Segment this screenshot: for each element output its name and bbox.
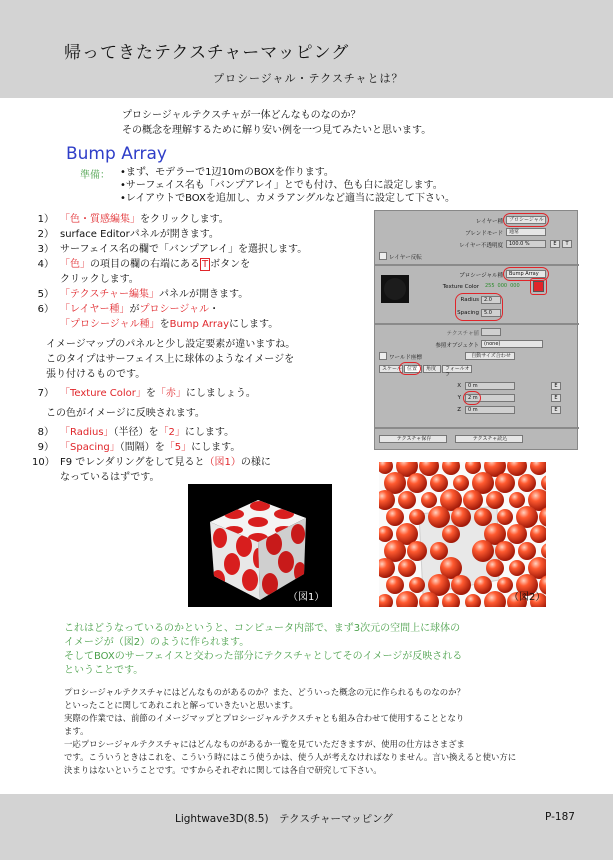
step-item xyxy=(32,302,387,317)
sphere xyxy=(421,492,437,508)
step-segment: （図1） xyxy=(204,457,241,468)
envelope-button[interactable]: E xyxy=(550,240,560,248)
step-segment: 「5」 xyxy=(164,442,192,453)
notes-line: です。こういうときはこれを、こういう時にはこう使うかは、使う人が考えなければなりません。言い換えると使い方に xyxy=(64,752,517,762)
page-header xyxy=(0,0,613,98)
sphere xyxy=(386,576,404,594)
step-text xyxy=(60,287,387,302)
radius-label: Radius xyxy=(460,297,479,303)
step-item xyxy=(32,455,387,470)
step-item xyxy=(32,440,387,455)
sphere xyxy=(386,508,404,526)
sphere xyxy=(530,462,546,475)
step-number: 9） xyxy=(37,442,54,453)
explanation-paragraph xyxy=(46,337,387,382)
summary-line: ということです。 xyxy=(64,665,144,676)
radius-field[interactable]: 2.0 xyxy=(481,296,501,304)
step-segment: ボタンを xyxy=(210,259,251,270)
auto-fit-button[interactable]: 自動サイズ合わせ xyxy=(465,352,515,360)
sphere xyxy=(453,475,469,491)
sphere xyxy=(507,524,527,544)
z-field[interactable]: 0 m xyxy=(465,406,515,414)
sphere xyxy=(442,593,460,607)
step-segment: 「プロシージャル種」 xyxy=(60,319,160,330)
step-segment: を xyxy=(159,319,170,330)
step-number: 7） xyxy=(37,388,54,399)
texture-preview xyxy=(381,275,409,303)
sphere xyxy=(509,560,525,576)
step-item xyxy=(32,257,387,272)
paragraph-line: このタイプはサーフェイス上に球体のようなイメージを xyxy=(46,354,295,365)
step-segment: F9 でレンダリングをして見ると xyxy=(60,457,205,468)
highlight-position-tab xyxy=(399,362,421,375)
step-text xyxy=(60,386,387,401)
step-segment: にします。 xyxy=(191,442,241,453)
transform-tabs xyxy=(379,365,472,378)
blend-mode-label: ブレンドモード xyxy=(465,231,503,237)
sphere xyxy=(474,576,492,594)
highlight-y-field xyxy=(463,391,481,405)
step-text xyxy=(60,257,387,272)
step-segment: が xyxy=(129,304,140,315)
sphere xyxy=(474,508,492,526)
steps-column xyxy=(32,212,387,485)
sphere xyxy=(486,559,504,577)
texture-editor-panel: レイヤー種 プロシージャル ブレンドモード 通常 レイヤー不透明度 100.0 % E T レイヤー反転 プロシージャル種 Bump Array Texture Color 255 000 000 Radius 2.0 Spacing 5.0 テクスチャ値 参照オブジェクト (none) ワールド座標 自動サイズ合わせ スケール 位置 角度 フォールオフ X 0 m E Y 2 m E Z 0 m E テクスチャ保存 テクスチャ読込 xyxy=(374,210,578,450)
layer-type-select[interactable]: プロシージャル xyxy=(506,216,546,224)
texture-button[interactable]: T xyxy=(562,240,572,248)
step-number: 5） xyxy=(37,289,54,300)
step-segment: 「レイヤー種」 xyxy=(60,304,130,315)
steps-list xyxy=(32,386,387,401)
tab-position[interactable]: 位置 xyxy=(404,365,422,373)
page-footer xyxy=(0,794,613,860)
prep-item: •まず、モデラーで1辺10mのBOXを作ります。 xyxy=(120,167,334,178)
summary-text xyxy=(64,622,564,678)
sphere xyxy=(409,509,425,525)
sphere xyxy=(495,541,515,561)
x-label: X xyxy=(457,383,461,389)
sphere xyxy=(507,462,527,476)
step-item xyxy=(32,317,387,332)
notes-line: プロシージャルテクスチャにはどんなものがあるのか？また、どういった概念の元に作られるものなのか？ xyxy=(64,687,465,697)
notes-line: 決まりはないということです。ですからそれぞれに関しては各自で研究して下さい。 xyxy=(64,765,382,775)
z-label: Z xyxy=(457,407,461,413)
step-item xyxy=(32,242,387,257)
step-segment: （半径）を xyxy=(113,427,159,438)
sphere xyxy=(509,492,525,508)
sphere xyxy=(472,540,494,562)
step-text xyxy=(60,272,387,287)
summary-line: これはどうなっているのかというと、コンピュータ内部で、まず3次元の空間上に球体の xyxy=(64,623,461,634)
step-segment: T xyxy=(202,259,209,270)
step-segment: パネルが開きます。 xyxy=(159,289,249,300)
highlight-radius-spacing xyxy=(455,293,503,321)
tab-falloff[interactable]: フォールオフ xyxy=(442,365,472,373)
prep-label: 準備： xyxy=(80,170,110,181)
step-segment: Bump Array xyxy=(169,319,230,330)
step-segment: surface Editorパネルが開きます。 xyxy=(60,229,219,240)
red-value[interactable]: 255 xyxy=(485,283,495,289)
step-text xyxy=(60,470,387,485)
step-segment: 「Spacing」 xyxy=(60,442,120,453)
green-value[interactable]: 000 xyxy=(497,283,508,289)
step-item xyxy=(32,425,387,440)
tab-rotation[interactable]: 角度 xyxy=(423,365,441,373)
y-field[interactable]: 2 m xyxy=(465,394,515,402)
step-text xyxy=(60,317,387,332)
page-subtitle: プロシージャル・テクスチャとは？ xyxy=(213,72,404,85)
step-text xyxy=(60,440,387,455)
notes-line: といったことに関してあれこれと解っていきたいと思います。 xyxy=(64,700,298,710)
step-item xyxy=(32,272,387,287)
sphere xyxy=(497,509,513,525)
notes-text xyxy=(64,686,564,777)
prep-list xyxy=(120,166,455,205)
sphere xyxy=(407,541,427,561)
sphere xyxy=(518,542,536,560)
step-text xyxy=(60,212,387,227)
world-coord-label: ワールド座標 xyxy=(389,355,422,361)
layer-type-label: レイヤー種 xyxy=(475,219,503,225)
step-number xyxy=(32,317,60,332)
highlight-layer-type xyxy=(503,213,549,227)
load-texture-button[interactable]: テクスチャ読込 xyxy=(455,435,523,443)
sphere xyxy=(495,473,515,493)
step-segment: プロシージャル xyxy=(139,304,210,315)
step-segment: をクリックします。 xyxy=(140,214,229,225)
step-number: 3） xyxy=(37,244,54,255)
world-coord-checkbox[interactable] xyxy=(379,352,387,360)
notes-line: 実際の作業では、前節のイメージマップとプロシージャルテクスチャとも組み合わせて使用することとなり xyxy=(64,713,465,723)
sphere xyxy=(407,473,427,493)
step-segment: の項目の欄の右端にある xyxy=(90,259,200,270)
footer-title: Lightwave3D(8.5) テクスチャーマッピング xyxy=(175,813,393,825)
step-item xyxy=(32,287,387,302)
sphere xyxy=(530,525,546,543)
save-texture-button[interactable]: テクスチャ保存 xyxy=(379,435,447,443)
tab-scale[interactable]: スケール xyxy=(379,365,403,373)
step-number: 6） xyxy=(37,304,54,315)
step-item xyxy=(32,470,387,485)
step-segment: なっているはずです。 xyxy=(60,472,160,483)
section-title: Bump Array xyxy=(66,144,167,164)
step-number: 10） xyxy=(32,457,55,468)
sphere-lattice-icon xyxy=(379,462,546,607)
proc-type-label: プロシージャル種 xyxy=(459,273,503,279)
step-segment: 「Radius」 xyxy=(60,427,114,438)
prep-item: •サーフェイス名も「バンプアレイ」とでも付け、色も白に設定します。 xyxy=(120,180,443,191)
sphere xyxy=(398,491,416,509)
step-number: 2） xyxy=(37,229,54,240)
ref-object-label: 参照オブジェクト xyxy=(435,343,479,349)
page-title: 帰ってきたテクスチャーマッピング xyxy=(64,43,350,63)
step-segment: にします。 xyxy=(229,319,279,330)
notes-line: 一応プロシージャルテクスチャにはどんなものがあるか一覧を見ていただきますが、使用の仕方はさまざま xyxy=(64,739,465,749)
sphere xyxy=(409,577,425,593)
summary-line: そしてBOXのサーフェイスと交わった部分にテクスチャとしてそのイメージが反映される xyxy=(64,651,463,662)
color-note: この色がイメージに反映されます。 xyxy=(46,408,205,419)
steps-list xyxy=(32,212,387,332)
ref-object-select[interactable]: (none) xyxy=(481,340,543,348)
step-text xyxy=(60,455,387,470)
steps-list xyxy=(32,425,387,485)
step-segment: にしましょう。 xyxy=(185,388,256,399)
step-number xyxy=(32,470,60,485)
sphere xyxy=(430,474,448,492)
step-text xyxy=(60,302,387,317)
step-segment: 「2」 xyxy=(158,427,185,438)
sphere xyxy=(465,462,481,474)
spacing-field[interactable]: 5.0 xyxy=(481,309,501,317)
step-segment: 「色」 xyxy=(60,259,90,270)
intro-text xyxy=(122,108,431,138)
sphere xyxy=(398,559,416,577)
step-segment: （間隔）を xyxy=(119,442,165,453)
intro-line: その概念を理解するために解り安い例を一つ見てみたいと思います。 xyxy=(122,125,432,136)
invert-label: レイヤー反転 xyxy=(389,255,422,261)
step-item xyxy=(32,227,387,242)
y-label: Y xyxy=(457,395,461,401)
prep-item: •レイアウトでBOXを追加し、カメラアングルなど適当に設定して下さい。 xyxy=(120,193,455,204)
sphere xyxy=(465,594,481,607)
sphere xyxy=(379,526,393,542)
sphere xyxy=(379,462,393,474)
highlight-color xyxy=(530,278,547,295)
proc-type-select[interactable]: Bump Array xyxy=(506,270,546,278)
page-number: P-187 xyxy=(545,811,575,823)
step-segment: の様に xyxy=(240,457,271,468)
sphere xyxy=(428,506,450,528)
step-number: 1） xyxy=(37,214,54,225)
x-field[interactable]: 0 m xyxy=(465,382,515,390)
sphere xyxy=(379,594,393,607)
sphere xyxy=(463,490,483,510)
rgb-values xyxy=(485,283,520,289)
sphere xyxy=(442,462,460,475)
blue-value[interactable]: 000 xyxy=(510,283,520,289)
step-segment: 「テクスチャー編集」 xyxy=(60,289,159,300)
step-number xyxy=(32,272,60,287)
sphere xyxy=(486,491,504,509)
sphere xyxy=(518,474,536,492)
figure-1-caption: （図1） xyxy=(288,592,325,603)
intro-line: プロシージャルテクスチャが一体どんなものなのか？ xyxy=(122,110,361,121)
summary-line: イメージが（図2）のように作られます。 xyxy=(64,637,250,648)
step-segment: 「色・質感編集」 xyxy=(60,214,140,225)
step-text xyxy=(60,242,387,257)
sphere xyxy=(430,542,448,560)
invert-checkbox[interactable] xyxy=(379,252,387,260)
step-segment: ・ xyxy=(209,304,220,315)
sphere xyxy=(442,525,460,543)
step-text xyxy=(60,425,387,440)
step-item xyxy=(32,386,387,401)
step-segment: サーフェイス名の欄で「バンプアレイ」を選択します。 xyxy=(60,244,308,255)
sphere xyxy=(451,575,471,595)
step-number: 4） xyxy=(37,259,54,270)
sphere xyxy=(541,543,546,559)
paragraph-line: イメージマップのパネルと少し設定要素が違いますね。 xyxy=(46,339,296,350)
step-segment: クリックします。 xyxy=(60,274,139,285)
sphere xyxy=(541,475,546,491)
sphere xyxy=(396,591,418,607)
step-item xyxy=(32,212,387,227)
step-segment: を xyxy=(145,388,156,399)
paragraph-line: 張り付けるものです。 xyxy=(46,369,146,380)
blend-mode-select[interactable]: 通常 xyxy=(506,228,546,236)
opacity-label: レイヤー不透明度 xyxy=(459,243,503,249)
figure-1-render xyxy=(188,484,332,607)
opacity-field[interactable]: 100.0 % xyxy=(506,240,546,248)
sphere xyxy=(484,591,506,607)
texture-value-label: テクスチャ値 xyxy=(446,331,479,337)
texture-color-label: Texture Color xyxy=(442,284,479,290)
step-segment: 「Texture Color」 xyxy=(60,388,146,399)
step-text xyxy=(60,227,387,242)
sphere xyxy=(419,462,439,476)
spacing-label: Spacing xyxy=(457,310,479,316)
figure-2-caption: （図2） xyxy=(509,592,546,603)
figure-2-render xyxy=(379,462,546,607)
step-segment: 「赤」 xyxy=(155,388,186,399)
notes-line: ます。 xyxy=(64,726,89,736)
sphere xyxy=(451,507,471,527)
step-segment: にします。 xyxy=(184,427,235,438)
step-number: 8） xyxy=(37,427,54,438)
